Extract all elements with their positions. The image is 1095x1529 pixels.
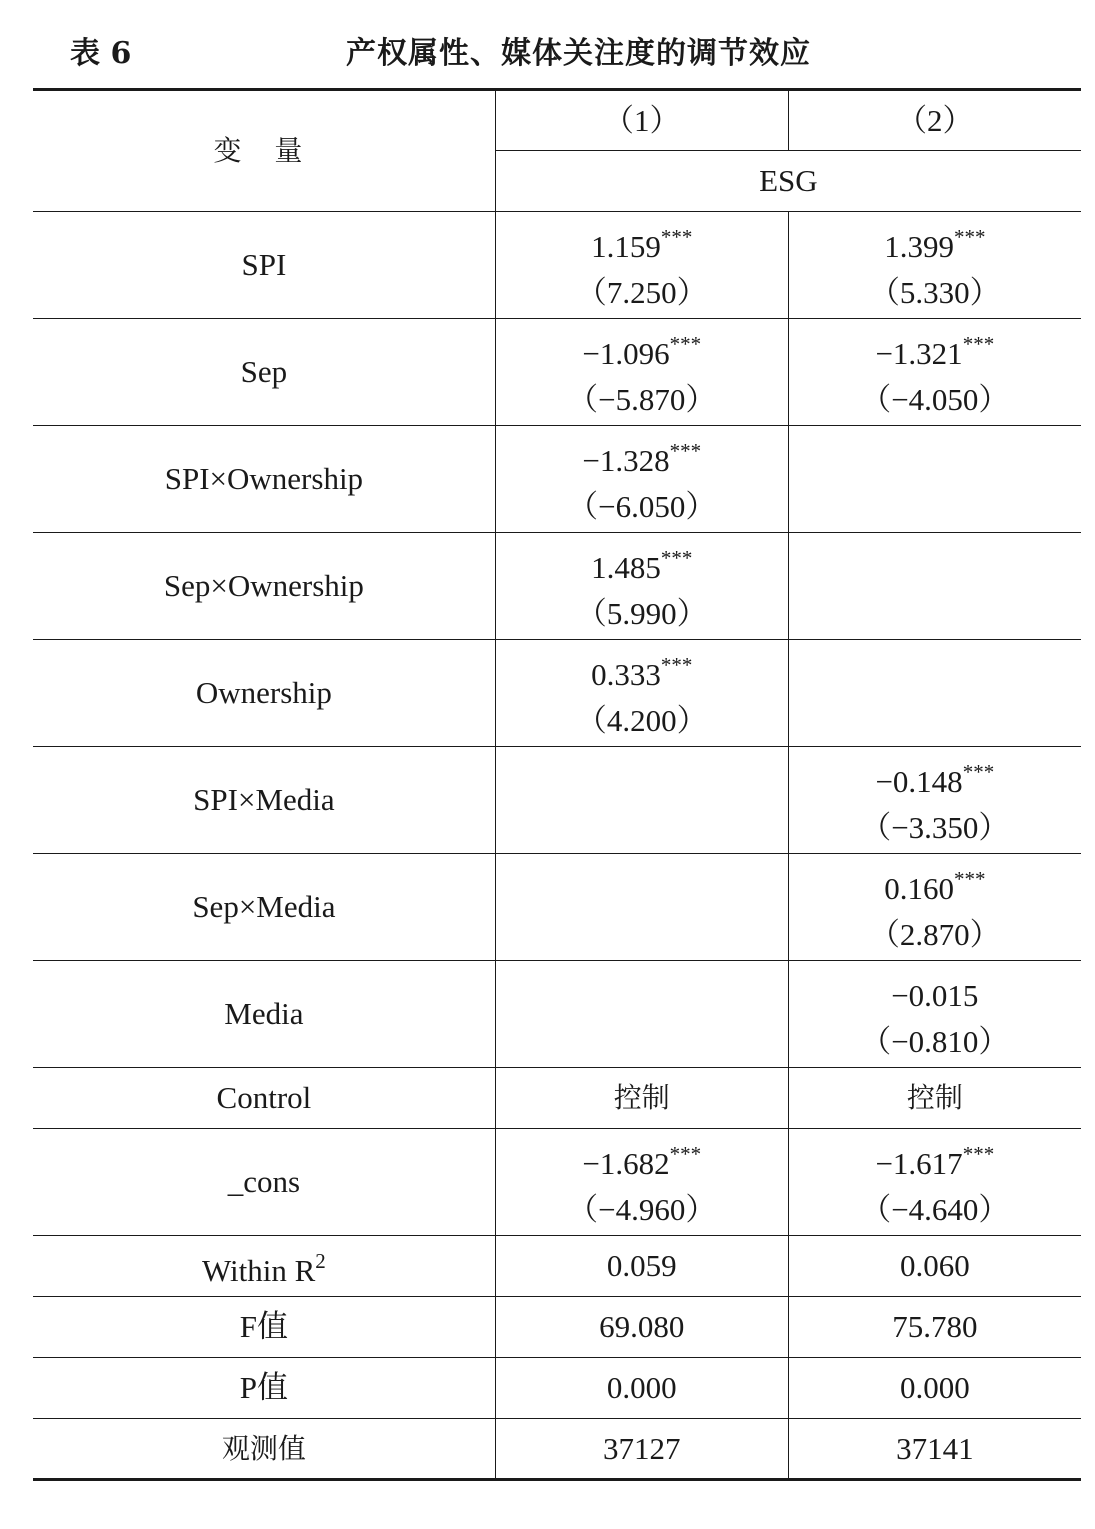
t-statistic: （−4.960）: [567, 1192, 717, 1227]
table-row: [33, 961, 1081, 1068]
r2-label: Within R: [202, 1253, 316, 1288]
table-row: [33, 854, 1081, 961]
coef-value: −0.015: [891, 978, 979, 1013]
table-number: 表 6: [70, 36, 132, 71]
significance-stars: ***: [953, 867, 986, 891]
significance-stars: ***: [962, 332, 995, 356]
row-variable-name: [33, 1236, 495, 1297]
f-row: [33, 1297, 1081, 1358]
row-variable-name: Sep×Ownership: [33, 533, 495, 640]
table-row: [33, 640, 1081, 747]
coef-cell: [495, 212, 788, 319]
row-variable-name: _cons: [33, 1129, 495, 1236]
coef-cell: [788, 212, 1081, 319]
coef-cell: [788, 319, 1081, 426]
coef-cell: [495, 1129, 788, 1236]
variable-header: 变 量: [33, 90, 495, 212]
dependent-variable-header: ESG: [495, 151, 1081, 212]
observations-row: [33, 1419, 1081, 1480]
t-statistic: （−5.870）: [567, 382, 717, 417]
constant-row: [33, 1129, 1081, 1236]
table-row: [33, 747, 1081, 854]
coef-value: −1.682: [582, 1146, 670, 1181]
coef-cell: [495, 640, 788, 747]
coef-cell: [788, 1129, 1081, 1236]
coef-value: −1.321: [875, 336, 963, 371]
coef-value: −1.328: [582, 443, 670, 478]
significance-stars: ***: [962, 760, 995, 784]
coef-cell: [495, 533, 788, 640]
r2-row: [33, 1236, 1081, 1297]
empty-cell: [788, 533, 1081, 640]
row-variable-name: F值: [33, 1297, 495, 1358]
stat-value: 37141: [788, 1419, 1081, 1480]
coef-value: 0.160: [884, 871, 954, 906]
table-row: [33, 212, 1081, 319]
coef-value: 1.159: [591, 229, 661, 264]
row-variable-name: Sep×Media: [33, 854, 495, 961]
t-statistic: （2.870）: [868, 917, 1001, 952]
coef-value: 1.399: [884, 229, 954, 264]
stat-value: 0.060: [788, 1236, 1081, 1297]
empty-cell: [495, 854, 788, 961]
t-statistic: （5.330）: [868, 275, 1001, 310]
coef-cell: [788, 961, 1081, 1068]
coef-value: −1.096: [582, 336, 670, 371]
coef-value: 1.485: [591, 550, 661, 585]
empty-cell: [788, 640, 1081, 747]
significance-stars: ***: [660, 225, 693, 249]
row-variable-name: 观测值: [33, 1419, 495, 1480]
column-2-header: （2）: [788, 90, 1081, 151]
empty-cell: [788, 426, 1081, 533]
t-statistic: （4.200）: [575, 703, 708, 738]
stat-value: 75.780: [788, 1297, 1081, 1358]
stat-value: 0.000: [495, 1358, 788, 1419]
empty-cell: [495, 747, 788, 854]
stat-value: 37127: [495, 1419, 788, 1480]
row-variable-name: SPI×Media: [33, 747, 495, 854]
coef-value: −0.148: [875, 764, 963, 799]
row-variable-name: SPI×Ownership: [33, 426, 495, 533]
t-statistic: （−6.050）: [567, 489, 717, 524]
t-statistic: （7.250）: [575, 275, 708, 310]
row-variable-name: Control: [33, 1068, 495, 1129]
table-title: 产权属性、媒体关注度的调节效应: [346, 36, 811, 71]
header-row: [33, 90, 1081, 151]
stat-value: 0.000: [788, 1358, 1081, 1419]
significance-stars: ***: [953, 225, 986, 249]
empty-cell: [495, 961, 788, 1068]
row-variable-name: P值: [33, 1358, 495, 1419]
coef-value: −1.617: [875, 1146, 963, 1181]
row-variable-name: Sep: [33, 319, 495, 426]
table-row: [33, 319, 1081, 426]
p-row: [33, 1358, 1081, 1419]
t-statistic: （5.990）: [575, 596, 708, 631]
table-row: [33, 426, 1081, 533]
significance-stars: ***: [962, 1142, 995, 1166]
significance-stars: ***: [669, 332, 702, 356]
significance-stars: ***: [660, 546, 693, 570]
significance-stars: ***: [660, 653, 693, 677]
table-row: [33, 533, 1081, 640]
stat-value: 69.080: [495, 1297, 788, 1358]
coef-value: 0.333: [591, 657, 661, 692]
control-row: [33, 1068, 1081, 1129]
significance-stars: ***: [669, 1142, 702, 1166]
t-statistic: （−3.350）: [860, 810, 1010, 845]
r2-superscript: 2: [315, 1249, 326, 1273]
row-variable-name: Ownership: [33, 640, 495, 747]
coef-cell: [788, 854, 1081, 961]
control-value: 控制: [495, 1068, 788, 1129]
column-1-header: （1）: [495, 90, 788, 151]
regression-table: [33, 88, 1081, 1481]
table-caption: [70, 28, 1070, 72]
t-statistic: （−0.810）: [860, 1024, 1010, 1059]
significance-stars: ***: [669, 439, 702, 463]
coef-cell: [788, 747, 1081, 854]
stat-value: 0.059: [495, 1236, 788, 1297]
control-value: 控制: [788, 1068, 1081, 1129]
row-variable-name: Media: [33, 961, 495, 1068]
coef-cell: [495, 426, 788, 533]
t-statistic: （−4.640）: [860, 1192, 1010, 1227]
coef-cell: [495, 319, 788, 426]
row-variable-name: SPI: [33, 212, 495, 319]
t-statistic: （−4.050）: [860, 382, 1010, 417]
